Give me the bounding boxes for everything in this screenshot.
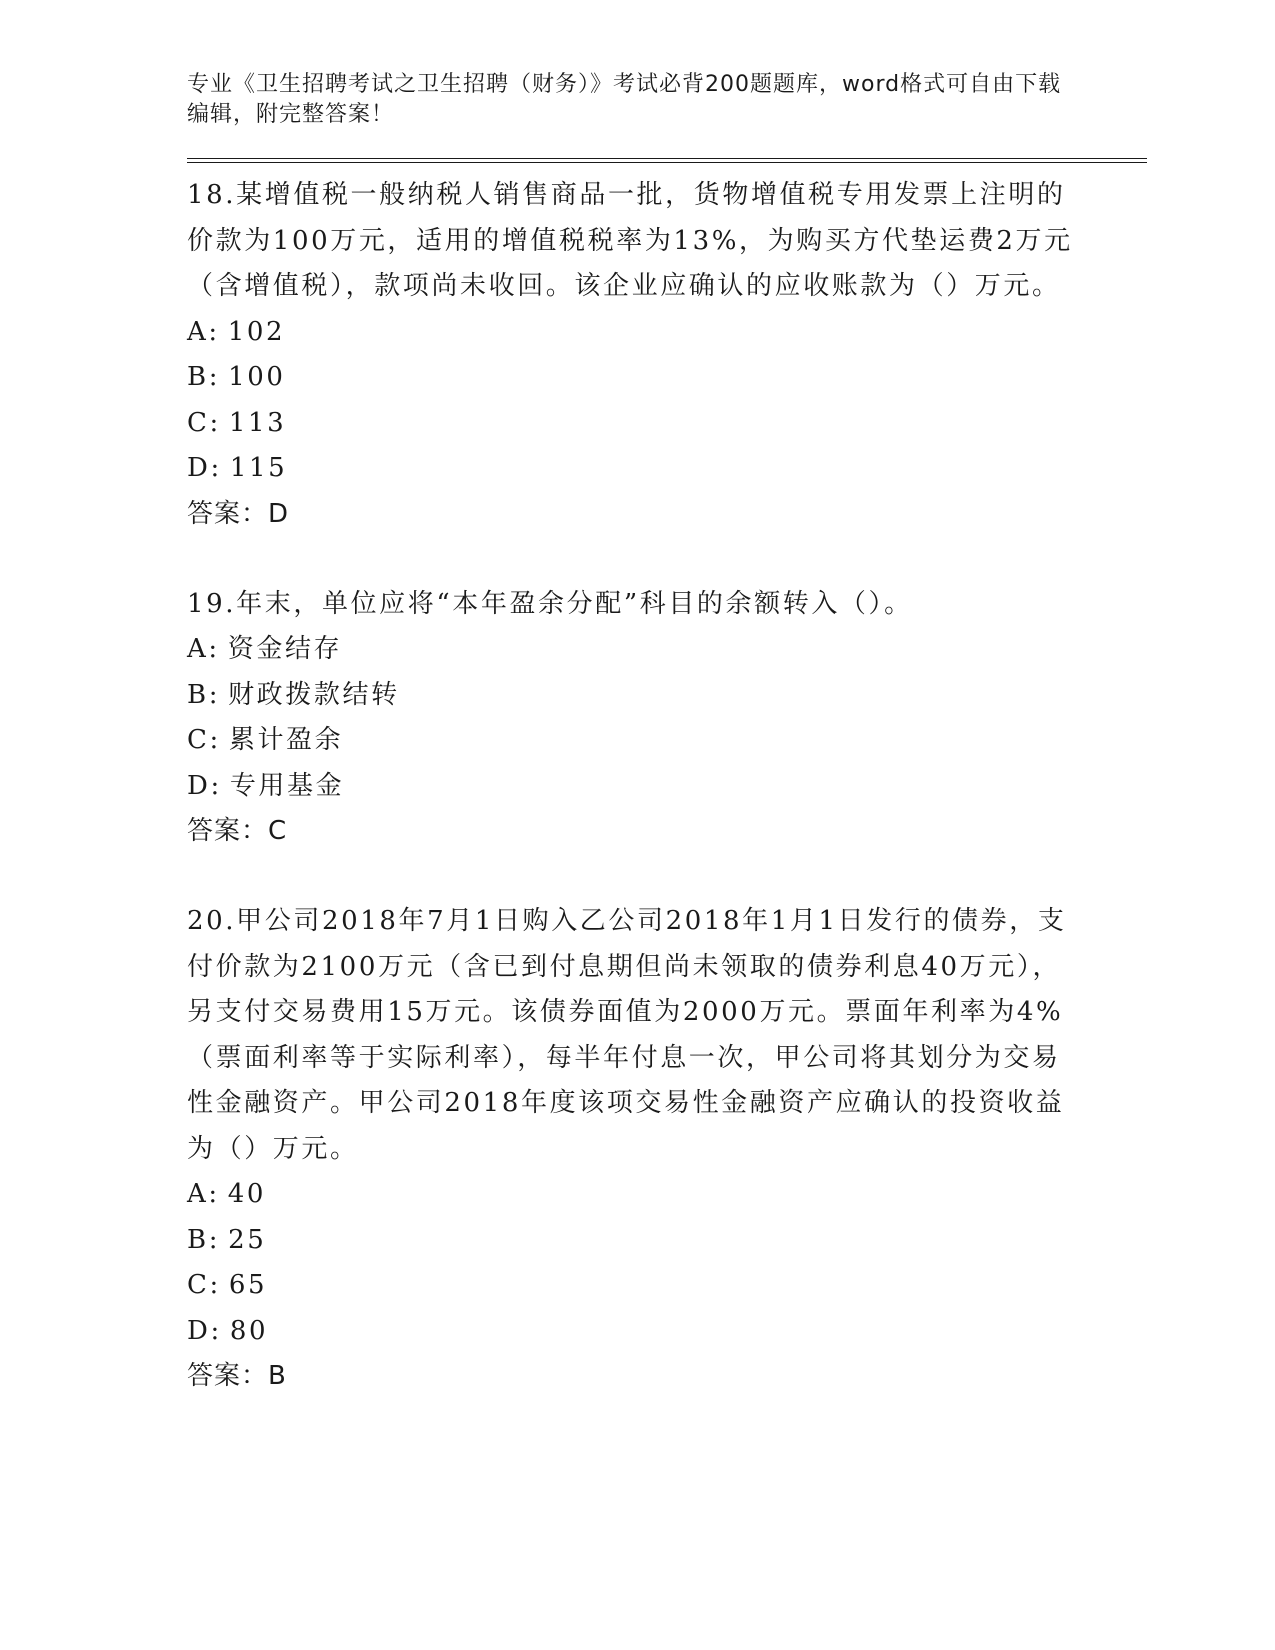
option-c	[187, 1263, 1147, 1309]
option-value: 40	[227, 1179, 267, 1209]
option-value: 80	[229, 1315, 269, 1346]
option-value: 100	[228, 362, 286, 392]
option-d	[187, 764, 1147, 810]
option-a	[187, 627, 1147, 673]
option-c	[187, 718, 1147, 764]
option-key: D:	[187, 770, 222, 801]
option-value: 65	[228, 1270, 268, 1300]
option-key: A:	[187, 316, 220, 347]
option-value: 专用基金	[229, 770, 345, 801]
option-key: D:	[187, 1315, 222, 1346]
option-b	[187, 673, 1147, 719]
option-key: D:	[187, 453, 222, 483]
answer-label: 答案：D	[187, 498, 290, 529]
question-19	[187, 582, 1147, 855]
option-key: B:	[187, 679, 221, 710]
document-header: 专业《卫生招聘考试之卫生招聘（财务）》考试必背200题题库，word格式可自由下载编辑，附完整答案！	[187, 72, 1062, 127]
answer-label: 答案：C	[187, 816, 288, 846]
option-key: A:	[187, 1179, 220, 1209]
option-key: B:	[187, 362, 221, 392]
option-value: 资金结存	[227, 634, 343, 664]
question-text: 19.年末，单位应将“本年盈余分配”科目的余额转入（）。	[187, 588, 913, 619]
option-value: 102	[227, 316, 286, 347]
option-a	[187, 1172, 1147, 1218]
option-d	[187, 1309, 1147, 1355]
option-value: 25	[228, 1224, 267, 1255]
option-key: C:	[187, 1270, 221, 1300]
question-text: 20.甲公司2018年7月1日购入乙公司2018年1月1日发行的债券，支付价款为2100万元（含已到付息期但尚未领取的债券利息40万元），另支付交易费用15万元。该债券面值为2000万元。票面年利率为4%（票面利率等于实际利率），每半年付息一次，甲公司将其划分为交易性金融资产。甲公司2018年度该项交易性金融资产应确认的投资收益为（）万元。	[187, 906, 1067, 1164]
header-divider	[187, 158, 1147, 163]
option-b	[187, 1218, 1147, 1264]
answer-label: 答案：B	[187, 1361, 287, 1391]
option-key: C:	[187, 725, 221, 755]
option-a	[187, 310, 1147, 356]
option-value: 累计盈余	[228, 725, 344, 755]
option-key: A:	[187, 634, 220, 664]
document-page	[187, 70, 1147, 1399]
option-key: C:	[187, 407, 221, 438]
question-18	[187, 173, 1147, 537]
question-text: 18.某增值税一般纳税人销售商品一批，货物增值税专用发票上注明的价款为100万元，适用的增值税税率为13%，为购买方代垫运费2万元（含增值税），款项尚未收回。该企业应确认的应收账款为（）万元。	[187, 180, 1073, 301]
option-key: B:	[187, 1224, 221, 1255]
option-d	[187, 446, 1147, 492]
option-value: 115	[229, 453, 288, 483]
option-value: 113	[228, 407, 287, 438]
option-b	[187, 355, 1147, 401]
question-20	[187, 899, 1147, 1399]
option-c	[187, 401, 1147, 447]
option-value: 财政拨款结转	[228, 679, 400, 710]
